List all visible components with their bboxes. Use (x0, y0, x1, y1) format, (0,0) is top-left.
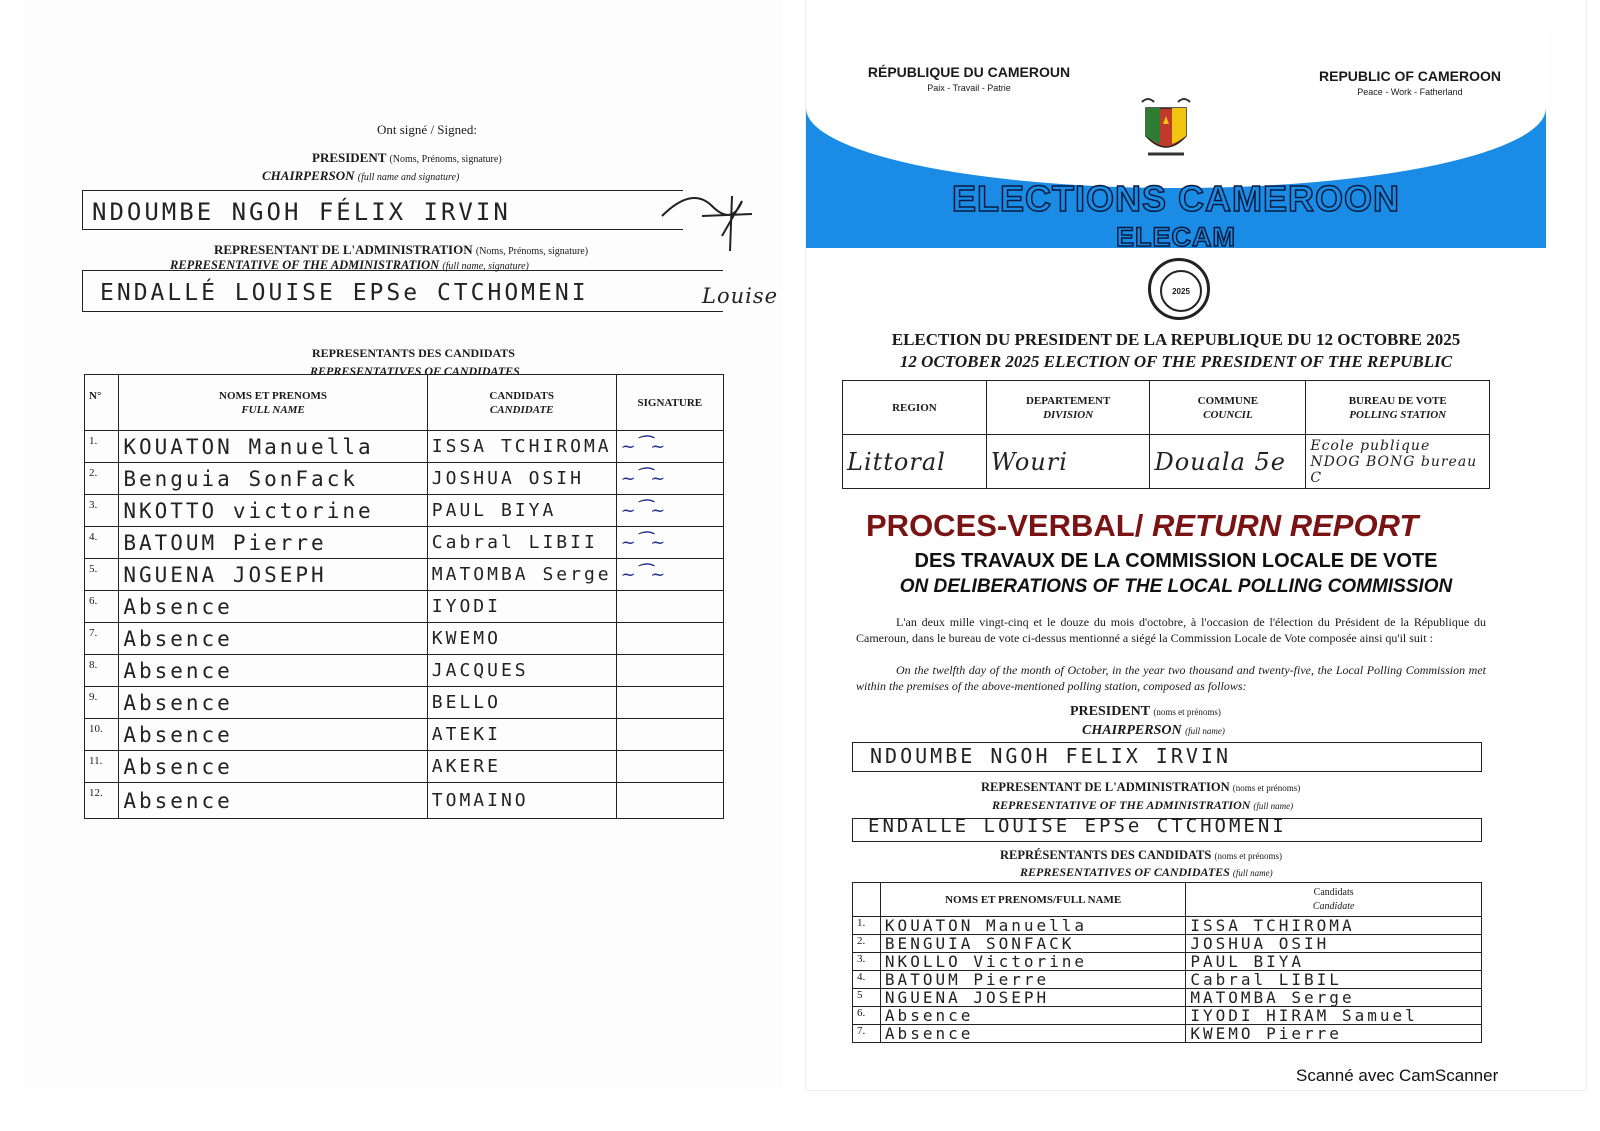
admin-label-en: REPRESENTATIVE OF THE ADMINISTRATION (full name, signature) (170, 258, 529, 272)
representative-name: Absence (119, 623, 427, 655)
table-row (85, 719, 724, 751)
table-row (85, 463, 724, 495)
location-header: BUREAU DE VOTE POLLING STATION (1306, 381, 1490, 435)
report-title: PROCES-VERBAL/ RETURN REPORT (866, 508, 1419, 543)
table-row (853, 917, 1482, 935)
r-admin-name: ENDALLE LOUISE EPSe CTCHOMENI (868, 815, 1287, 837)
candidate-name: ISSA TCHIROMA (427, 431, 616, 463)
row-number: 8. (85, 655, 119, 687)
representative-name: BATOUM Pierre (119, 527, 427, 559)
table-row (85, 495, 724, 527)
candidate-name: MATOMBA Serge (1186, 989, 1482, 1007)
election-title-fr: ELECTION DU PRESIDENT DE LA REPUBLIQUE DU 12 OCTOBRE 2025 (891, 330, 1461, 349)
candidate-name: ATEKI (427, 719, 616, 751)
representative-name: Absence (119, 751, 427, 783)
signature-scribble-icon: ~⁀~ (620, 532, 666, 553)
candidate-name: ISSA TCHIROMA (1186, 917, 1482, 935)
row-number: 6. (853, 1007, 881, 1025)
location-table (842, 380, 1490, 489)
candidate-name: Cabral LIBII (427, 527, 616, 559)
table-row (853, 935, 1482, 953)
col-name: NOMS ET PRENOMS FULL NAME (119, 375, 427, 431)
candidates-heading-fr: REPRESENTANTS DES CANDIDATS (312, 346, 515, 360)
signature-scribble-icon: ~⁀~ (620, 564, 666, 585)
row-number: 1. (853, 917, 881, 935)
signature-cell (616, 559, 723, 591)
org-title: ELECTIONS CAMEROON (951, 178, 1400, 219)
admin-signature: Louise (702, 284, 779, 308)
elecam-seal-icon (1148, 258, 1210, 320)
org-abbr: ELECAM (1116, 222, 1236, 252)
intro-en: On the twelfth day of the month of October, in the year two thousand and twenty-five, the Local Polling Commission met within the premises of the above-mentioned polling station, composed as follows: (856, 663, 1486, 693)
representative-name: Absence (880, 1025, 1185, 1043)
right-candidates-table (852, 882, 1482, 1043)
header-banner (806, 28, 1546, 252)
candidate-name: AKERE (427, 751, 616, 783)
candidate-name: JACQUES (427, 655, 616, 687)
row-number: 12. (85, 783, 119, 819)
representative-name: NGUENA JOSEPH (880, 989, 1185, 1007)
r-admin-label-fr: REPRESENTANT DE L'ADMINISTRATION (noms et prénoms) (981, 780, 1301, 794)
location-value: Littoral (843, 435, 987, 489)
table-row (85, 751, 724, 783)
location-header: REGION (843, 381, 987, 435)
location-values-row (843, 435, 1490, 489)
location-header: COMMUNE COUNCIL (1150, 381, 1306, 435)
r-candidates-label-fr: REPRÉSENTANTS DES CANDIDATS (noms et prénoms) (1000, 848, 1283, 862)
candidate-name: KWEMO Pierre (1186, 1025, 1482, 1043)
signature-cell (616, 751, 723, 783)
table-row (85, 431, 724, 463)
table-row (85, 623, 724, 655)
col-signature: SIGNATURE (616, 375, 723, 431)
r-chairperson-label: CHAIRPERSON (full name) (1082, 723, 1225, 738)
signed-label: Ont signé / Signed: (377, 122, 478, 137)
row-number: 6. (85, 591, 119, 623)
election-title-en: 12 OCTOBER 2025 ELECTION OF THE PRESIDENT OF THE REPUBLIC (899, 352, 1453, 371)
table-row (853, 953, 1482, 971)
representative-name: NKOLLO Victorine (880, 953, 1185, 971)
representative-name: NGUENA JOSEPH (119, 559, 427, 591)
candidate-name: TOMAINO (427, 783, 616, 819)
location-header-row (843, 381, 1490, 435)
representative-name: Absence (119, 783, 427, 819)
signature-scribble-icon: ~⁀~ (620, 500, 666, 521)
table-row (853, 971, 1482, 989)
signature-scribble-icon: ~⁀~ (620, 436, 666, 457)
representative-name: Benguia SonFack (119, 463, 427, 495)
signature-cell (616, 495, 723, 527)
representative-name: Absence (119, 687, 427, 719)
row-number: 7. (85, 623, 119, 655)
admin-name: ENDALLÉ LOUISE EPSe CTCHOMENI (100, 280, 589, 306)
row-number: 10. (85, 719, 119, 751)
location-header: DEPARTEMENT DIVISION (986, 381, 1150, 435)
representative-name: Absence (119, 655, 427, 687)
camscanner-watermark: Scanné avec CamScanner (1296, 1066, 1499, 1085)
r-col-name: NOMS ET PRENOMS/FULL NAME (880, 883, 1185, 917)
r-president-name: NDOUMBE NGOH FELIX IRVIN (870, 744, 1231, 768)
signature-cell (616, 655, 723, 687)
r-candidates-label-en: REPRESENTATIVES OF CANDIDATES (full name) (1020, 865, 1273, 879)
chairperson-label: CHAIRPERSON (full name and signature) (262, 168, 460, 183)
signature-cell (616, 431, 723, 463)
signature-cell (616, 591, 723, 623)
representative-name: BATOUM Pierre (880, 971, 1185, 989)
signature-scribble-icon: ~⁀~ (620, 468, 666, 489)
representative-name: Absence (119, 719, 427, 751)
candidate-name: BELLO (427, 687, 616, 719)
representative-name: KOUATON Manuella (880, 917, 1185, 935)
table-row (853, 989, 1482, 1007)
signature-cell (616, 463, 723, 495)
r-president-label: PRESIDENT (noms et prénoms) (1070, 704, 1221, 719)
report-subtitle-en: ON DELIBERATIONS OF THE LOCAL POLLING COMMISSION (899, 576, 1453, 597)
row-number: 3. (853, 953, 881, 971)
left-page (22, 0, 782, 1090)
location-value: Ecole publique NDOG BONG bureau C (1306, 435, 1490, 489)
location-value: Douala 5e (1150, 435, 1306, 489)
table-row (85, 687, 724, 719)
table-row (85, 783, 724, 819)
col-candidate: CANDIDATS CANDIDATE (427, 375, 616, 431)
representative-name: Absence (119, 591, 427, 623)
signature-cell (616, 719, 723, 751)
signature-cell (616, 687, 723, 719)
row-number: 2. (853, 935, 881, 953)
representative-name: Absence (880, 1007, 1185, 1025)
president-label: PRESIDENT (Noms, Prénoms, signature) (312, 150, 502, 165)
table-header-row (85, 375, 724, 431)
candidate-name: JOSHUA OSIH (1186, 935, 1482, 953)
row-number: 1. (85, 431, 119, 463)
r-col-num (853, 883, 881, 917)
candidate-name: PAUL BIYA (427, 495, 616, 527)
left-candidates-table (84, 374, 724, 819)
r-table-header-row (853, 883, 1482, 917)
row-number: 4. (853, 971, 881, 989)
r-col-candidate: Candidats Candidate (1186, 883, 1482, 917)
president-signature (652, 176, 772, 266)
row-number: 4. (85, 527, 119, 559)
candidate-name: KWEMO (427, 623, 616, 655)
report-subtitle-fr: DES TRAVAUX DE LA COMMISSION LOCALE DE VOTE (914, 550, 1438, 572)
representative-name: KOUATON Manuella (119, 431, 427, 463)
row-number: 11. (85, 751, 119, 783)
table-row (85, 655, 724, 687)
right-page (806, 0, 1586, 1090)
r-admin-label-en: REPRESENTATIVE OF THE ADMINISTRATION (full name) (992, 798, 1294, 812)
republic-en: REPUBLIC OF CAMEROON Peace - Work - Fatherland (1319, 68, 1501, 97)
candidate-name: MATOMBA Serge (427, 559, 616, 591)
representative-name: BENGUIA SONFACK (880, 935, 1185, 953)
intro-fr: L'an deux mille vingt-cinq et le douze du mois d'octobre, à l'occasion de l'élection du Président de la République du Cameroun, dans le bureau de vote ci-dessus mentionné a siégé la Commission Locale de Vote composée ainsi qu'il suit : (856, 615, 1486, 645)
row-number: 3. (85, 495, 119, 527)
republic-fr: RÉPUBLIQUE DU CAMEROUN Paix - Travail - Patrie (867, 64, 1071, 93)
table-row (85, 591, 724, 623)
table-row (853, 1025, 1482, 1043)
signature-cell (616, 527, 723, 559)
candidate-name: Cabral LIBIL (1186, 971, 1482, 989)
location-value: Wouri (986, 435, 1150, 489)
president-name: NDOUMBE NGOH FÉLIX IRVIN (92, 198, 511, 226)
table-row (85, 559, 724, 591)
coat-of-arms-icon (1138, 94, 1194, 166)
seal-inner: 2025 (1160, 270, 1202, 312)
row-number: 9. (85, 687, 119, 719)
candidates-heading-en: REPRESENTATIVES OF CANDIDATES (310, 364, 520, 378)
candidate-name: PAUL BIYA (1186, 953, 1482, 971)
table-row (853, 1007, 1482, 1025)
candidate-name: JOSHUA OSIH (427, 463, 616, 495)
col-num: N° (85, 375, 119, 431)
admin-label-fr: REPRESENTANT DE L'ADMINISTRATION (Noms, Prénoms, signature) (214, 242, 589, 257)
candidate-name: IYODI HIRAM Samuel (1186, 1007, 1482, 1025)
row-number: 5 (853, 989, 881, 1007)
candidate-name: IYODI (427, 591, 616, 623)
signature-cell (616, 623, 723, 655)
signature-cell (616, 783, 723, 819)
row-number: 7. (853, 1025, 881, 1043)
row-number: 2. (85, 463, 119, 495)
representative-name: NKOTTO victorine (119, 495, 427, 527)
table-row (85, 527, 724, 559)
row-number: 5. (85, 559, 119, 591)
